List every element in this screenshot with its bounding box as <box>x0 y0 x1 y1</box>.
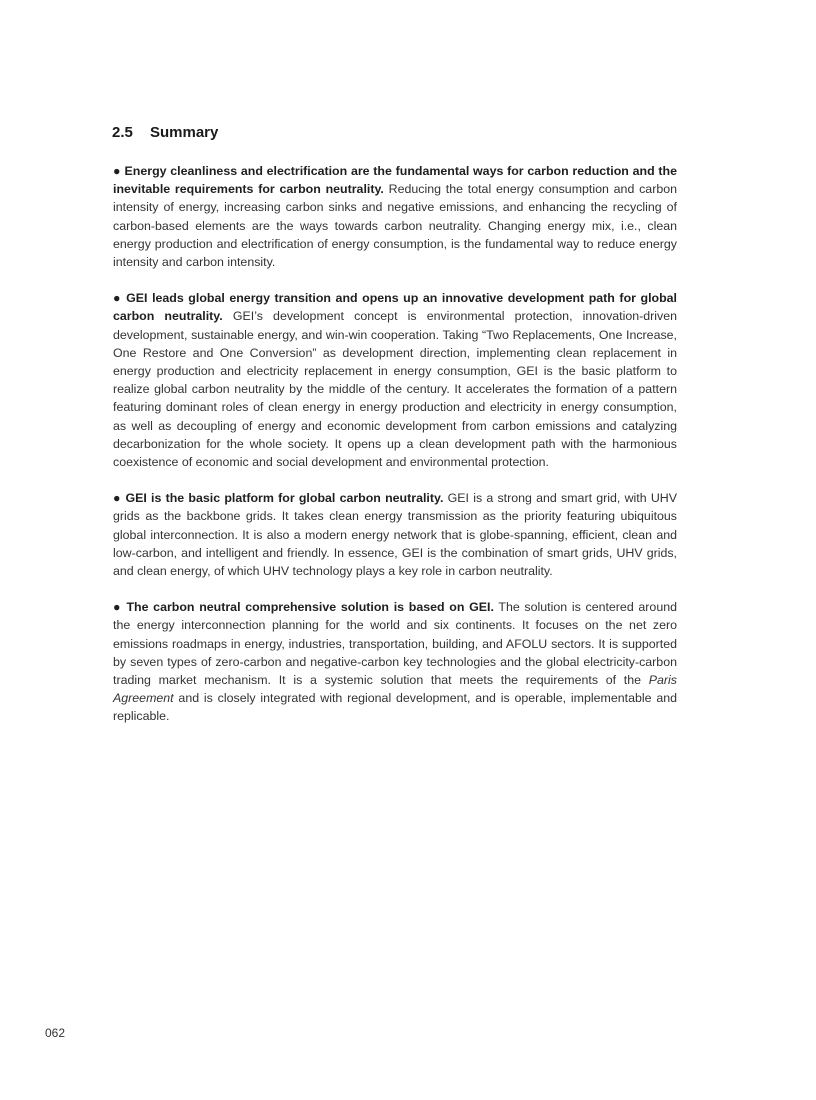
summary-body <box>113 162 677 744</box>
paragraph-comprehensive-solution <box>113 598 677 725</box>
section-heading <box>112 124 218 141</box>
paragraph-cleanliness-electrification <box>113 162 677 271</box>
paragraph-body: Reducing the total energy consumption and carbon intensity of energy, increasing carbon sinks and negative emissions, and enhancing the recycling of carbon-based elements are the ways towards carbon neutrality. Changing energy mix, i.e., clean energy production and electrification of energy consumption, is the fundamental way to reduce energy intensity and carbon intensity. <box>113 182 677 270</box>
paragraph-lead: ● The carbon neutral comprehensive solution is based on GEI. <box>113 600 494 615</box>
paragraph-lead: ● Energy cleanliness and electrification are the fundamental ways for carbon reduction and the inevitable requirements for carbon neutrality. <box>113 164 677 197</box>
paragraph-lead: ● GEI is the basic platform for global carbon neutrality. <box>113 491 444 506</box>
section-title: Summary <box>150 124 219 141</box>
paragraph-gei-energy-transition <box>113 289 677 471</box>
paragraph-gei-basic-platform <box>113 489 677 580</box>
page-number: 062 <box>45 1026 66 1040</box>
paragraph-body: The solution is centered around the energy interconnection planning for the world and six continents. It focuses on the net zero emissions roadmaps in energy, industries, transportation, building, and AFOLU sectors. It is supported by seven types of zero-carbon and negative-carbon key technologies and the global electricity-carbon trading market mechanism. It is a systemic solution that meets the requirements of the <box>113 600 677 688</box>
paragraph-lead: ● GEI leads global energy transition and opens up an innovative development path for global carbon neutrality. <box>113 291 677 324</box>
paragraph-body-end: and is closely integrated with regional development, and is operable, implementable and replicable. <box>113 691 677 724</box>
section-number: 2.5 <box>112 124 133 141</box>
paris-agreement-title: Paris Agreement <box>113 673 677 706</box>
paragraph-body: GEI is a strong and smart grid, with UHV grids as the backbone grids. It takes clean energy transmission as the priority featuring ubiquitous global interconnection. It is also a modern energy network that is globe-spanning, efficient, clean and low-carbon, and intelligent and friendly. In essence, GEI is the combination of smart grids, UHV grids, and clean energy, of which UHV technology plays a key role in carbon neutrality. <box>113 491 677 579</box>
paragraph-body: GEI’s development concept is environmental protection, innovation-driven development, sustainable energy, and win-win cooperation. Taking “Two Replacements, One Increase, One Restore and One Conversion” as development direction, implementing clean replacement in energy production and electricity replacement in energy consumption, GEI is the basic platform to realize global carbon neutrality by the middle of the century. It accelerates the formation of a pattern featuring dominant roles of clean energy in energy production and electricity in energy consumption, as well as decoupling of energy and economic development from carbon emissions and catalyzing decarbonization for the whole society. It opens up a clean development path with the harmonious coexistence of economic and social development and environmental protection. <box>113 309 678 470</box>
